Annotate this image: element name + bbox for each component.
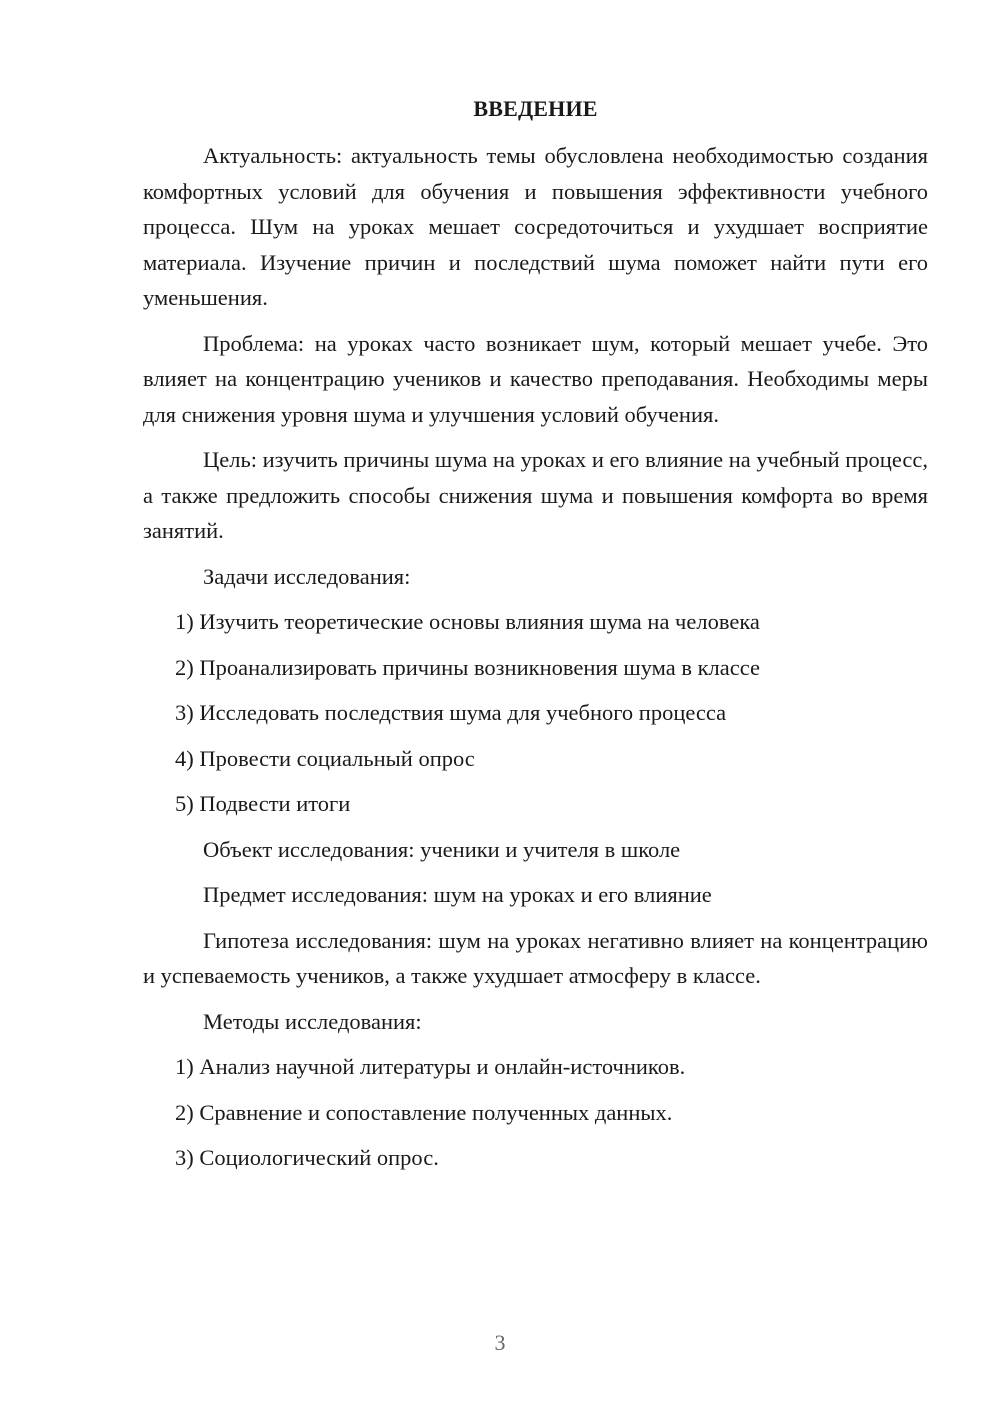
list-item: 1) Изучить теоретические основы влияния шума на человека [175, 609, 760, 634]
paragraph-hypothesis: Гипотеза исследования: шум на уроках негативно влияет на концентрацию и успеваемость учеников, а также ухудшает атмосферу в классе. [143, 927, 928, 988]
list-item: 3) Социологический опрос. [175, 1145, 439, 1170]
tasks-heading: Задачи исследования: [203, 563, 411, 589]
list-item: 1) Анализ научной литературы и онлайн-источников. [175, 1054, 686, 1079]
list-item: 4) Провести социальный опрос [175, 745, 475, 771]
methods-heading: Методы исследования: [203, 1008, 422, 1034]
paragraph-problem: Проблема: на уроках часто возникает шум, который мешает учебе. Это влияет на концентрацию учеников и качество преподавания. Необходимы меры для снижения уровня шума и улучшения условий обучения. [143, 330, 928, 427]
document-title: ВВЕДЕНИЕ [473, 96, 598, 121]
page-number: 3 [494, 1330, 506, 1355]
tasks-list [143, 604, 928, 822]
paragraph-goal: Цель: изучить причины шума на уроках и его влияние на учебный процесс, а также предложить способы снижения шума и повышения комфорта во время занятий. [143, 447, 928, 543]
research-object: Объект исследования: ученики и учителя в школе [203, 836, 681, 862]
research-subject: Предмет исследования: шум на уроках и его влияние [203, 882, 712, 907]
list-item: 3) Исследовать последствия шума для учебного процесса [175, 700, 727, 725]
paragraph-relevance: Актуальность: актуальность темы обусловлена необходимостью создания комфортных условий для обучения и повышения эффективности учебного процесса. Шум на уроках мешает сосредоточиться и ухудшает восприятие материала. Изучение причин и последствий шума поможет найти пути его уменьшения. [143, 143, 928, 310]
list-item: 2) Сравнение и сопоставление полученных данных. [175, 1099, 673, 1125]
methods-list [143, 1049, 928, 1176]
list-item: 5) Подвести итоги [175, 791, 351, 816]
list-item: 2) Проанализировать причины возникновения шума в классе [175, 654, 760, 680]
document-page [143, 92, 928, 1186]
